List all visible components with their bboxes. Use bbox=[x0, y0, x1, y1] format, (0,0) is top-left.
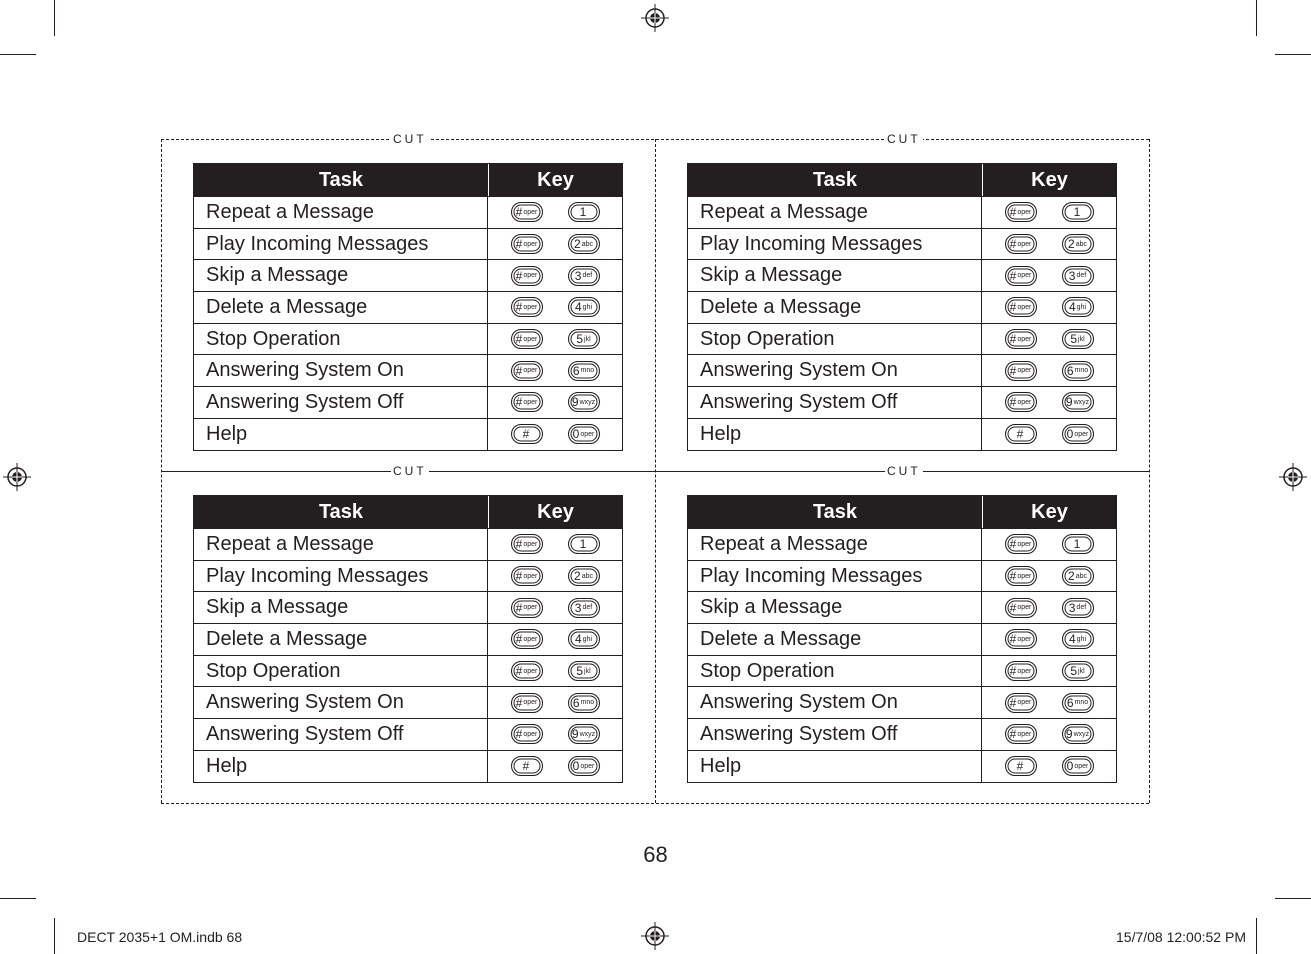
keypad-button-icon: # oper bbox=[511, 234, 543, 254]
crop-mark bbox=[1275, 54, 1311, 55]
task-label: Help bbox=[194, 751, 488, 782]
table-row bbox=[194, 196, 622, 228]
task-label: Help bbox=[688, 751, 982, 782]
keypad-button-icon: 3 def bbox=[1062, 266, 1094, 286]
task-label: Answering System On bbox=[688, 687, 982, 718]
keypad-button-icon: 5 jkl bbox=[1062, 661, 1094, 681]
table-row bbox=[688, 655, 1116, 687]
table-row bbox=[688, 718, 1116, 750]
table-row bbox=[688, 354, 1116, 386]
keypad-button-icon: # oper bbox=[1005, 297, 1037, 317]
keypad-button-icon: # bbox=[1005, 424, 1037, 444]
task-label: Play Incoming Messages bbox=[688, 229, 982, 260]
keypad-button-icon: 1 bbox=[1062, 202, 1094, 222]
task-label: Play Incoming Messages bbox=[688, 561, 982, 592]
keypad-button-icon: 3 def bbox=[568, 598, 600, 618]
task-label: Help bbox=[194, 419, 488, 450]
keypad-button-icon: 2 abc bbox=[568, 566, 600, 586]
header-key: Key bbox=[1031, 168, 1068, 191]
keypad-button-icon: 5 jkl bbox=[568, 329, 600, 349]
table-row bbox=[688, 686, 1116, 718]
keypad-button-icon: 9 wxyz bbox=[568, 724, 600, 744]
task-label: Delete a Message bbox=[194, 292, 488, 323]
key-combo bbox=[488, 260, 622, 291]
key-combo bbox=[982, 592, 1116, 623]
key-combo bbox=[488, 592, 622, 623]
task-label: Help bbox=[688, 419, 982, 450]
header-task: Task bbox=[688, 496, 983, 528]
keypad-button-icon: 6 mno bbox=[1062, 693, 1094, 713]
table-row bbox=[194, 228, 622, 260]
key-combo bbox=[488, 561, 622, 592]
task-label: Play Incoming Messages bbox=[194, 229, 488, 260]
keypad-button-icon: 0 oper bbox=[568, 756, 600, 776]
table-row bbox=[688, 259, 1116, 291]
key-combo bbox=[488, 387, 622, 418]
task-label: Skip a Message bbox=[194, 592, 488, 623]
task-label: Delete a Message bbox=[194, 624, 488, 655]
key-card bbox=[193, 495, 623, 783]
header-task: Task bbox=[194, 496, 489, 528]
key-combo bbox=[982, 561, 1116, 592]
table-row bbox=[194, 528, 622, 560]
footer-slug-right: 15/7/08 12:00:52 PM bbox=[1116, 929, 1246, 945]
keypad-button-icon: 0 oper bbox=[1062, 756, 1094, 776]
crop-mark bbox=[1256, 0, 1257, 36]
key-combo bbox=[488, 656, 622, 687]
keypad-button-icon: 6 mno bbox=[568, 693, 600, 713]
keypad-button-icon: # oper bbox=[1005, 234, 1037, 254]
table-row bbox=[688, 418, 1116, 450]
table-row bbox=[688, 196, 1116, 228]
cut-line-bottom bbox=[161, 803, 1149, 804]
header-key: Key bbox=[537, 500, 574, 523]
keypad-button-icon: # bbox=[511, 424, 543, 444]
table-row bbox=[194, 560, 622, 592]
keypad-button-icon: 0 oper bbox=[568, 424, 600, 444]
registration-mark-icon bbox=[641, 4, 669, 32]
footer-slug-left: DECT 2035+1 OM.indb 68 bbox=[77, 929, 243, 945]
task-label: Skip a Message bbox=[194, 260, 488, 291]
task-label: Stop Operation bbox=[688, 324, 982, 355]
header-task: Task bbox=[194, 164, 489, 196]
task-label: Answering System On bbox=[194, 355, 488, 386]
keypad-button-icon: # oper bbox=[1005, 266, 1037, 286]
cut-label: CUT bbox=[393, 464, 427, 478]
keypad-button-icon: # oper bbox=[1005, 724, 1037, 744]
task-label: Answering System Off bbox=[194, 387, 488, 418]
keypad-button-icon: 2 abc bbox=[1062, 234, 1094, 254]
registration-mark-icon bbox=[1279, 463, 1307, 491]
keypad-button-icon: # oper bbox=[1005, 661, 1037, 681]
table-row bbox=[688, 228, 1116, 260]
table-row bbox=[194, 386, 622, 418]
table-row bbox=[688, 560, 1116, 592]
crop-mark bbox=[0, 898, 36, 899]
keypad-button-icon: 1 bbox=[568, 202, 600, 222]
task-label: Skip a Message bbox=[688, 592, 982, 623]
keypad-button-icon: 4 ghi bbox=[1062, 629, 1094, 649]
table-row bbox=[194, 623, 622, 655]
keypad-button-icon: # oper bbox=[1005, 202, 1037, 222]
keypad-button-icon: 1 bbox=[1062, 534, 1094, 554]
keypad-button-icon: # oper bbox=[1005, 598, 1037, 618]
key-combo bbox=[488, 624, 622, 655]
key-combo bbox=[982, 529, 1116, 560]
table-row bbox=[194, 750, 622, 782]
cut-label: CUT bbox=[887, 464, 921, 478]
keypad-button-icon: # oper bbox=[1005, 361, 1037, 381]
keypad-button-icon: 4 ghi bbox=[568, 629, 600, 649]
key-combo bbox=[982, 197, 1116, 228]
task-label: Stop Operation bbox=[194, 656, 488, 687]
key-combo bbox=[982, 355, 1116, 386]
cut-line-right bbox=[1149, 139, 1150, 803]
table-row bbox=[194, 686, 622, 718]
cut-label: CUT bbox=[393, 132, 427, 146]
table-row bbox=[194, 418, 622, 450]
task-label: Answering System Off bbox=[194, 719, 488, 750]
keypad-button-icon: # oper bbox=[511, 598, 543, 618]
keypad-button-icon: 4 ghi bbox=[1062, 297, 1094, 317]
table-row bbox=[688, 623, 1116, 655]
key-combo bbox=[488, 324, 622, 355]
task-label: Delete a Message bbox=[688, 292, 982, 323]
table-row bbox=[194, 259, 622, 291]
keypad-button-icon: # oper bbox=[511, 661, 543, 681]
task-label: Answering System On bbox=[688, 355, 982, 386]
task-label: Repeat a Message bbox=[194, 529, 488, 560]
task-label: Answering System On bbox=[194, 687, 488, 718]
task-label: Delete a Message bbox=[688, 624, 982, 655]
header-task: Task bbox=[688, 164, 983, 196]
key-card bbox=[193, 163, 623, 451]
keypad-button-icon: # oper bbox=[511, 724, 543, 744]
keypad-button-icon: # oper bbox=[511, 693, 543, 713]
keypad-button-icon: # oper bbox=[1005, 566, 1037, 586]
table-row bbox=[688, 323, 1116, 355]
keypad-button-icon: 4 ghi bbox=[568, 297, 600, 317]
table-row bbox=[688, 291, 1116, 323]
keypad-button-icon: 5 jkl bbox=[1062, 329, 1094, 349]
key-combo bbox=[488, 292, 622, 323]
keypad-button-icon: # oper bbox=[511, 266, 543, 286]
key-combo bbox=[982, 229, 1116, 260]
key-combo bbox=[488, 419, 622, 450]
cut-line-middle bbox=[161, 471, 1149, 472]
task-label: Play Incoming Messages bbox=[194, 561, 488, 592]
keypad-button-icon: 2 abc bbox=[568, 234, 600, 254]
table-header bbox=[688, 164, 1116, 196]
crop-mark bbox=[54, 0, 55, 36]
page-number: 68 bbox=[643, 842, 668, 867]
table-row bbox=[688, 386, 1116, 418]
table-row bbox=[688, 528, 1116, 560]
table-header bbox=[194, 164, 622, 196]
table-row bbox=[688, 750, 1116, 782]
keypad-button-icon: 5 jkl bbox=[568, 661, 600, 681]
table-row bbox=[194, 718, 622, 750]
keypad-button-icon: # oper bbox=[511, 297, 543, 317]
task-label: Answering System Off bbox=[688, 719, 982, 750]
table-row bbox=[194, 655, 622, 687]
task-label: Stop Operation bbox=[688, 656, 982, 687]
registration-mark-icon bbox=[3, 463, 31, 491]
header-key: Key bbox=[537, 168, 574, 191]
task-label: Skip a Message bbox=[688, 260, 982, 291]
key-combo bbox=[982, 751, 1116, 782]
keypad-button-icon: # oper bbox=[511, 392, 543, 412]
key-combo bbox=[488, 751, 622, 782]
keypad-button-icon: # oper bbox=[1005, 534, 1037, 554]
registration-mark-icon bbox=[641, 922, 669, 950]
keypad-button-icon: 9 wxyz bbox=[1062, 392, 1094, 412]
keypad-button-icon: # bbox=[1005, 756, 1037, 776]
key-combo bbox=[982, 292, 1116, 323]
key-combo bbox=[488, 197, 622, 228]
table-row bbox=[194, 591, 622, 623]
table-header bbox=[688, 496, 1116, 528]
keypad-button-icon: 6 mno bbox=[1062, 361, 1094, 381]
cut-label: CUT bbox=[887, 132, 921, 146]
keypad-button-icon: # oper bbox=[1005, 329, 1037, 349]
task-label: Repeat a Message bbox=[688, 197, 982, 228]
keypad-button-icon: # oper bbox=[1005, 629, 1037, 649]
key-combo bbox=[488, 355, 622, 386]
key-combo bbox=[982, 260, 1116, 291]
crop-mark bbox=[0, 54, 36, 55]
keypad-button-icon: # oper bbox=[511, 566, 543, 586]
keypad-button-icon: 0 oper bbox=[1062, 424, 1094, 444]
keypad-button-icon: # oper bbox=[511, 329, 543, 349]
key-combo bbox=[982, 324, 1116, 355]
keypad-button-icon: # bbox=[511, 756, 543, 776]
keypad-button-icon: 3 def bbox=[568, 266, 600, 286]
key-combo bbox=[488, 529, 622, 560]
key-combo bbox=[488, 687, 622, 718]
key-combo bbox=[982, 719, 1116, 750]
keypad-button-icon: # oper bbox=[1005, 693, 1037, 713]
key-combo bbox=[488, 719, 622, 750]
keypad-button-icon: 6 mno bbox=[568, 361, 600, 381]
task-label: Answering System Off bbox=[688, 387, 982, 418]
keypad-button-icon: 9 wxyz bbox=[568, 392, 600, 412]
keypad-button-icon: # oper bbox=[511, 202, 543, 222]
key-combo bbox=[488, 229, 622, 260]
keypad-button-icon: # oper bbox=[511, 629, 543, 649]
table-row bbox=[194, 354, 622, 386]
key-combo bbox=[982, 419, 1116, 450]
key-combo bbox=[982, 687, 1116, 718]
table-row bbox=[194, 323, 622, 355]
table-header bbox=[194, 496, 622, 528]
crop-mark bbox=[1256, 918, 1257, 954]
key-combo bbox=[982, 387, 1116, 418]
keypad-button-icon: 1 bbox=[568, 534, 600, 554]
task-label: Stop Operation bbox=[194, 324, 488, 355]
table-row bbox=[194, 291, 622, 323]
keypad-button-icon: # oper bbox=[1005, 392, 1037, 412]
keypad-button-icon: 3 def bbox=[1062, 598, 1094, 618]
table-row bbox=[688, 591, 1116, 623]
key-card bbox=[687, 163, 1117, 451]
crop-mark bbox=[54, 918, 55, 954]
keypad-button-icon: # oper bbox=[511, 361, 543, 381]
crop-mark bbox=[1275, 898, 1311, 899]
key-card bbox=[687, 495, 1117, 783]
key-combo bbox=[982, 624, 1116, 655]
keypad-button-icon: # oper bbox=[511, 534, 543, 554]
task-label: Repeat a Message bbox=[688, 529, 982, 560]
key-combo bbox=[982, 656, 1116, 687]
keypad-button-icon: 9 wxyz bbox=[1062, 724, 1094, 744]
keypad-button-icon: 2 abc bbox=[1062, 566, 1094, 586]
task-label: Repeat a Message bbox=[194, 197, 488, 228]
header-key: Key bbox=[1031, 500, 1068, 523]
